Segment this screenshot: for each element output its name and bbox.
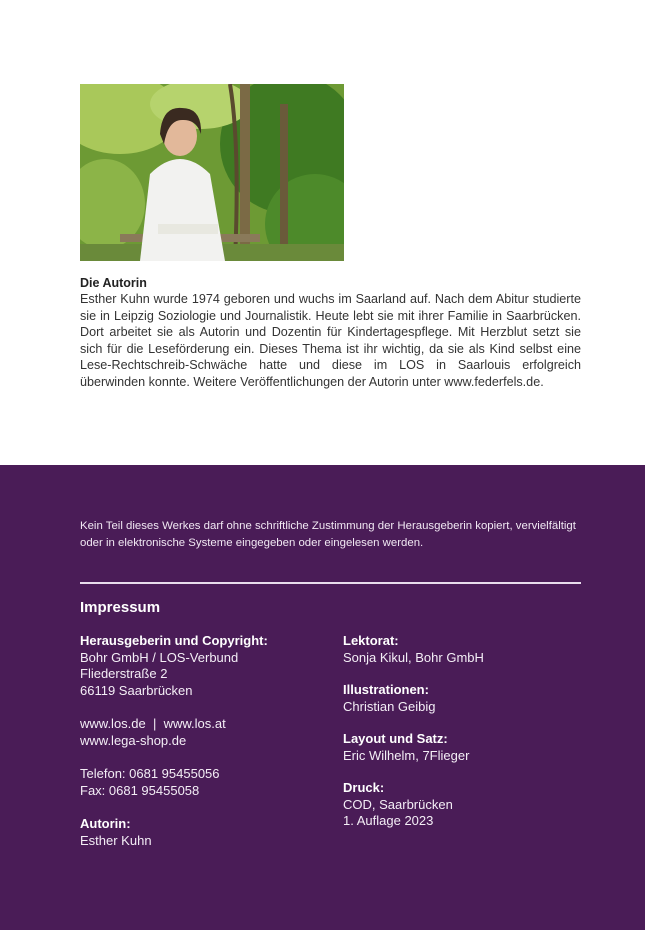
publisher-street: Fliederstraße 2 [80,666,168,681]
author-photo [80,84,344,261]
author-name: Esther Kuhn [80,832,152,848]
print-value: COD, Saarbrücken [343,796,453,812]
edition-value: 1. Auflage 2023 [343,813,434,828]
copyright-notice: Kein Teil dieses Werkes darf ohne schriftliche Zustimmung der Herausgeberin kopiert, vervielfältigt oder in elektronische Systeme eingegeben oder eingelesen werden. [80,520,576,549]
layout-label: Layout und Satz: [343,731,448,746]
author-bio: Esther Kuhn wurde 1974 geboren und wuchs im Saarland auf. Nach dem Abitur studierte sie in Leipzig Soziologie und Journalistik. Heute lebt sie mit ihrer Familie in Saarbrücken. Dort arbeitet sie als Autorin und Dozentin für Kindertagespflege. Mit Herzblut setzt sie sich für die Leseförderung ein. Dieses Thema ist ihr wichtig, da sie als Kind selbst eine Lese-Rechtschreib-Schwäche hatte und diese im LOS in Saarlouis erfolgreich überwinden konnte. Weitere Veröffentlichungen der Autorin unter www.federfels.de. [80,292,581,389]
illustrations-label: Illustrationen: [343,682,429,697]
spacer [80,749,330,766]
spacer [80,699,330,716]
impressum-left-column [80,633,330,849]
illustrations-value: Christian Geibig [343,698,436,714]
impressum-heading: Impressum [80,599,161,616]
author-section [80,275,581,390]
publisher-label: Herausgeberin und Copyright: [80,633,268,648]
spacer [343,666,583,682]
divider [80,582,581,584]
layout-value: Eric Wilhelm, 7Flieger [343,747,470,763]
author-photo-image [80,84,344,261]
author-heading: Die Autorin [80,276,147,290]
print-label: Druck: [343,780,385,795]
publisher-name: Bohr GmbH / LOS-Verbund [80,649,239,665]
spacer [80,799,330,816]
impressum-right-column [343,633,583,830]
phone-number: Telefon: 0681 95455056 [80,766,220,781]
impressum-footer [0,465,645,930]
fax-number: Fax: 0681 95455058 [80,782,200,798]
spacer [343,764,583,780]
website-links[interactable]: www.los.de | www.los.at [80,716,226,731]
lektorat-label: Lektorat: [343,633,399,648]
author-label: Autorin: [80,816,131,831]
publisher-city: 66119 Saarbrücken [80,682,193,698]
lektorat-value: Sonja Kikul, Bohr GmbH [343,649,484,665]
shop-link[interactable]: www.lega-shop.de [80,732,187,748]
spacer [343,715,583,731]
